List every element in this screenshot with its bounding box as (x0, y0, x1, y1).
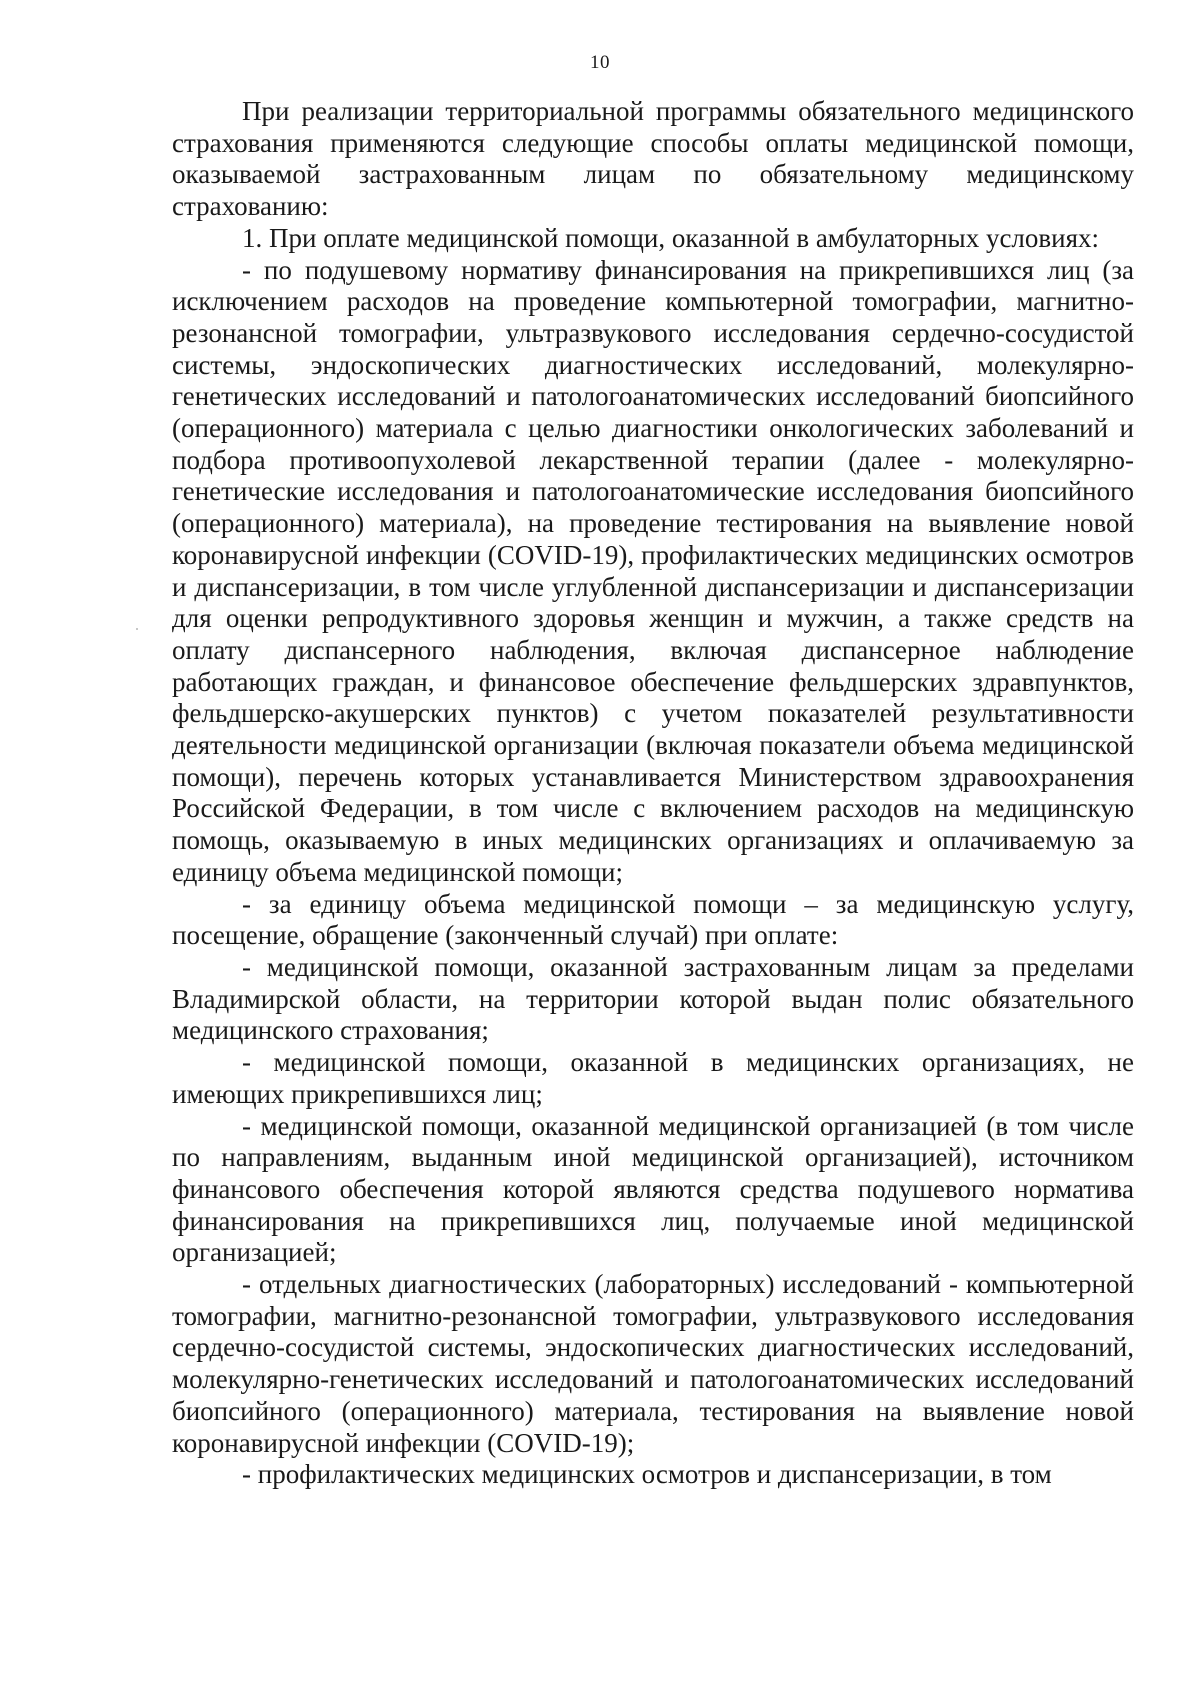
paragraph-item-1-heading: 1. При оплате медицинской помощи, оказанной в амбулаторных условиях: (242, 222, 1100, 253)
page-number: 10 (590, 52, 610, 73)
paragraph-intro: При реализации территориальной программы обязательного медицинского страхования применяются следующие способы оплаты медицинской помощи, оказываемой застрахованным лицам по обязательному медицинскому страхованию: (172, 96, 1134, 222)
paragraph-per-unit-volume: - за единицу объема медицинской помощи – за медицинскую услугу, посещение, обращение (законченный случай) при оплате: (172, 888, 1134, 951)
scan-speck (136, 628, 138, 630)
paragraph-diagnostic-studies: - отдельных диагностических (лабораторных) исследований - компьютерной томографии, магнитно-резонансной томографии, ультразвукового исследования сердечно-сосудистой системы, эндоскопических диагностических исследований, молекулярно-генетических исследований и патологоанатомических исследований биопсийного (операционного) материала, тестирования на выявление новой коронавирусной инфекции (COVID-19); (172, 1269, 1134, 1458)
document-body (172, 96, 1134, 1491)
paragraph-outside-region: - медицинской помощи, оказанной застрахованным лицам за пределами Владимирской области, на территории которой выдан полис обязательного медицинского страхования; (172, 951, 1134, 1046)
paragraph-preventive-exams: - профилактических медицинских осмотров и диспансеризации, в том (242, 1459, 1052, 1490)
paragraph-per-capita-standard: - по подушевому нормативу финансирования на прикрепившихся лиц (за исключением расходов на проведение компьютерной томографии, магнитно-резонансной томографии, ультразвукового исследования сердечно-сосудистой системы, эндоскопических диагностических исследований, молекулярно-генетических исследований и патологоанатомических исследований биопсийного (операционного) материала с целью диагностики онкологических заболеваний и подбора противоопухолевой лекарственной терапии (далее - молекулярно-генетические исследования и патологоанатомические исследования биопсийного (операционного) материала), на проведение тестирования на выявление новой коронавирусной инфекции (COVID-19), профилактических медицинских осмотров и диспансеризации, в том числе углубленной диспансеризации и диспансеризации для оценки репродуктивного здоровья женщин и мужчин, а также средств на оплату диспансерного наблюдения, включая диспансерное наблюдение работающих граждан, и финансовое обеспечение фельдшерских здравпунктов, фельдшерско-акушерских пунктов) с учетом показателей результативности деятельности медицинской организации (включая показатели объема медицинской помощи), перечень которых устанавливается Министерством здравоохранения Российской Федерации, в том числе с включением расходов на медицинскую помощь, оказываемую в иных медицинских организациях и оплачиваемую за единицу объема медицинской помощи; (172, 254, 1134, 887)
paragraph-no-attached-persons: - медицинской помощи, оказанной в медицинских организациях, не имеющих прикрепившихся лиц; (172, 1047, 1134, 1109)
paragraph-other-organization: - медицинской помощи, оказанной медицинской организацией (в том числе по направлениям, выданным иной медицинской организацией), источником финансового обеспечения которой являются средства подушевого норматива финансирования на прикрепившихся лиц, получаемые иной медицинской организацией; (172, 1110, 1134, 1268)
